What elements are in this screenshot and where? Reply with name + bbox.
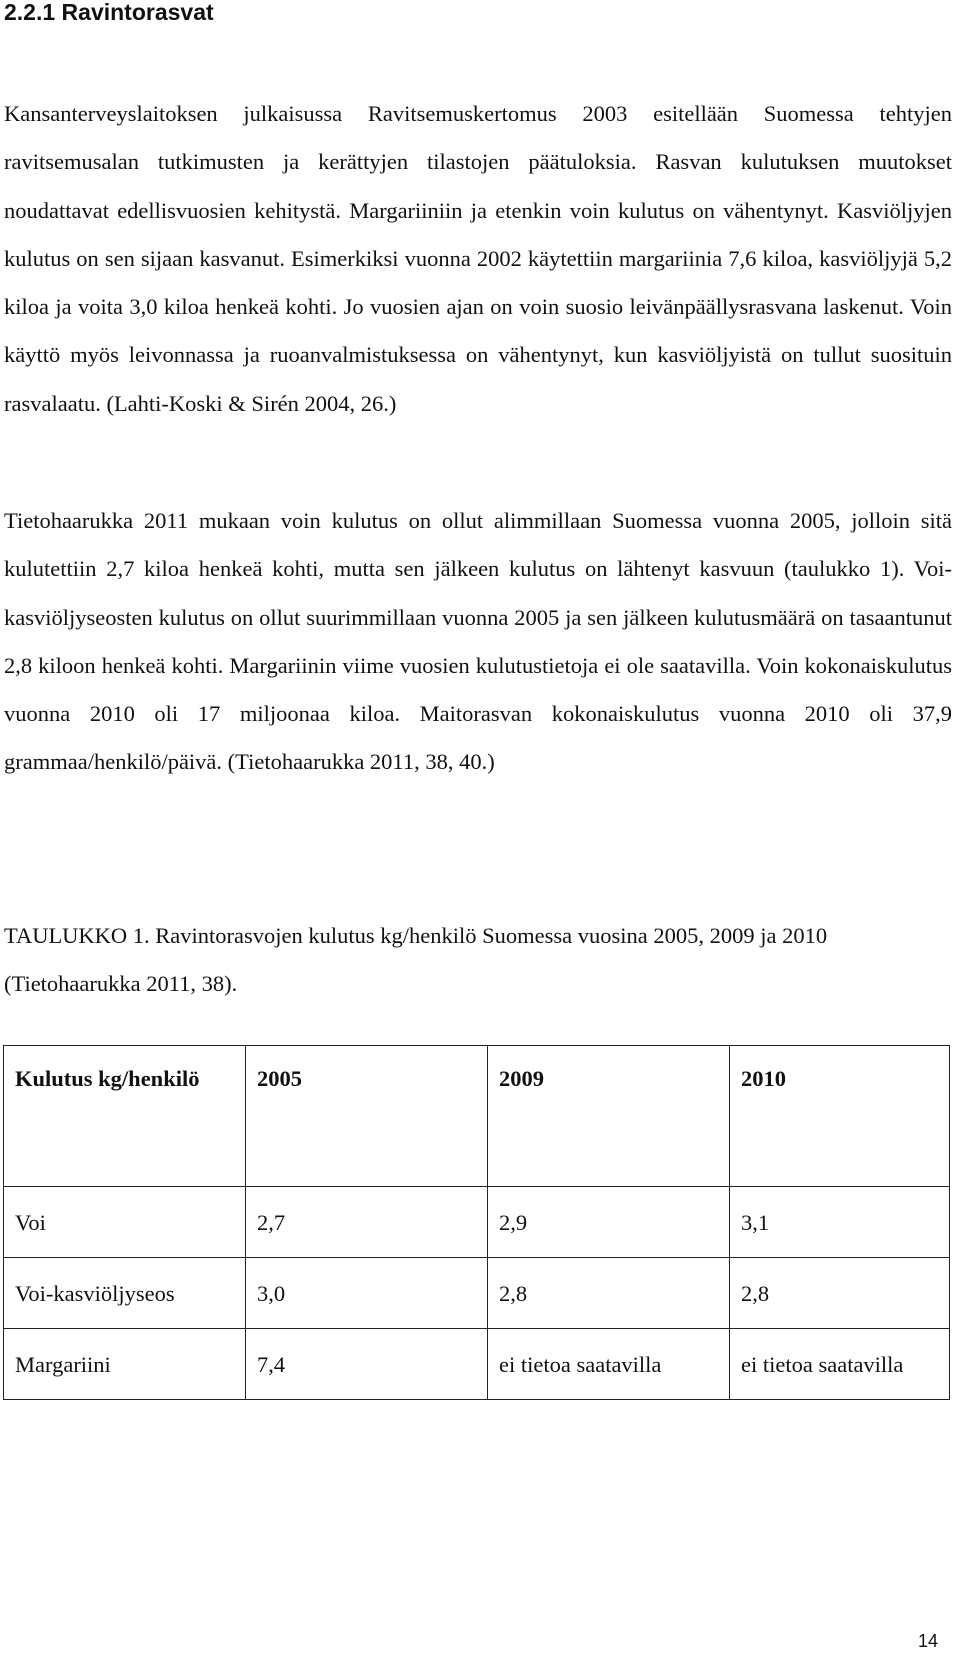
header-cell-unit: Kulutus kg/henkilö	[4, 1046, 246, 1187]
table-header-row	[4, 1046, 950, 1187]
table-cell: 7,4	[246, 1329, 488, 1400]
table-row	[4, 1329, 950, 1400]
paragraph-tietohaarukka: Tietohaarukka 2011 mukaan voin kulutus on ollut alimmillaan Suomessa vuonna 2005, jolloin sitä kulutettiin 2,7 kiloa henkeä kohti, mutta sen jälkeen kulutus on lähtenyt kasvuun (taulukko 1). Voi-kasviöljyseosten kulutus on ollut suurimmillaan vuonna 2005 ja sen jälkeen kulutusmäärä on tasaantunut 2,8 kiloon henkeä kohti. Margariinin viime vuosien kulutustietoja ei ole saatavilla. Voin kokonaiskulutus vuonna 2010 oli 17 miljoonaa kiloa. Maitorasvan kokonaiskulutus vuonna 2010 oli 37,9 grammaa/henkilö/päivä. (Tietohaarukka 2011, 38, 40.)	[4, 508, 952, 775]
header-cell-2009: 2009	[488, 1046, 730, 1187]
table-caption: TAULUKKO 1. Ravintorasvojen kulutus kg/henkilö Suomessa vuosina 2005, 2009 ja 2010 (Tietohaarukka 2011, 38).	[4, 923, 828, 996]
table-cell: 2,9	[488, 1187, 730, 1258]
section-heading: 2.2.1 Ravintorasvat	[4, 0, 214, 25]
table-cell: ei tietoa saatavilla	[488, 1329, 730, 1400]
header-cell-2005: 2005	[246, 1046, 488, 1187]
table-cell: 2,8	[730, 1258, 950, 1329]
table-cell: 2,8	[488, 1258, 730, 1329]
consumption-table	[3, 1045, 950, 1400]
paragraph-ravitsemuskertomus: Kansanterveyslaitoksen julkaisussa Ravitsemuskertomus 2003 esitellään Suomessa tehtyjen ravitsemusalan tutkimusten ja kerättyjen tilastojen päätuloksia. Rasvan kulutuksen muutokset noudattavat edellisvuosien kehitystä. Margariiniin ja etenkin voin kulutus on vähentynyt. Kasviöljyjen kulutus on sen sijaan kasvanut. Esimerkiksi vuonna 2002 käytettiin margariinia 7,6 kiloa, kasviöljyjä 5,2 kiloa ja voita 3,0 kiloa henkeä kohti. Jo vuosien ajan on voin suosio leivänpäällysrasvana laskenut. Voin käyttö myös leivonnassa ja ruoanvalmistuksessa on vähentynyt, kun kasviöljyistä on tullut suosituin rasvalaatu. (Lahti-Koski & Sirén 2004, 26.)	[4, 101, 952, 416]
table-cell: 3,1	[730, 1187, 950, 1258]
table-cell: ei tietoa saatavilla	[730, 1329, 950, 1400]
header-cell-2010: 2010	[730, 1046, 950, 1187]
table-cell: Margariini	[4, 1329, 246, 1400]
page-number: 14	[918, 1631, 939, 1651]
table-cell: Voi	[4, 1187, 246, 1258]
table-cell: 2,7	[246, 1187, 488, 1258]
table-cell: 3,0	[246, 1258, 488, 1329]
table-cell: Voi-kasviöljyseos	[4, 1258, 246, 1329]
table-row	[4, 1258, 950, 1329]
table-row	[4, 1187, 950, 1258]
